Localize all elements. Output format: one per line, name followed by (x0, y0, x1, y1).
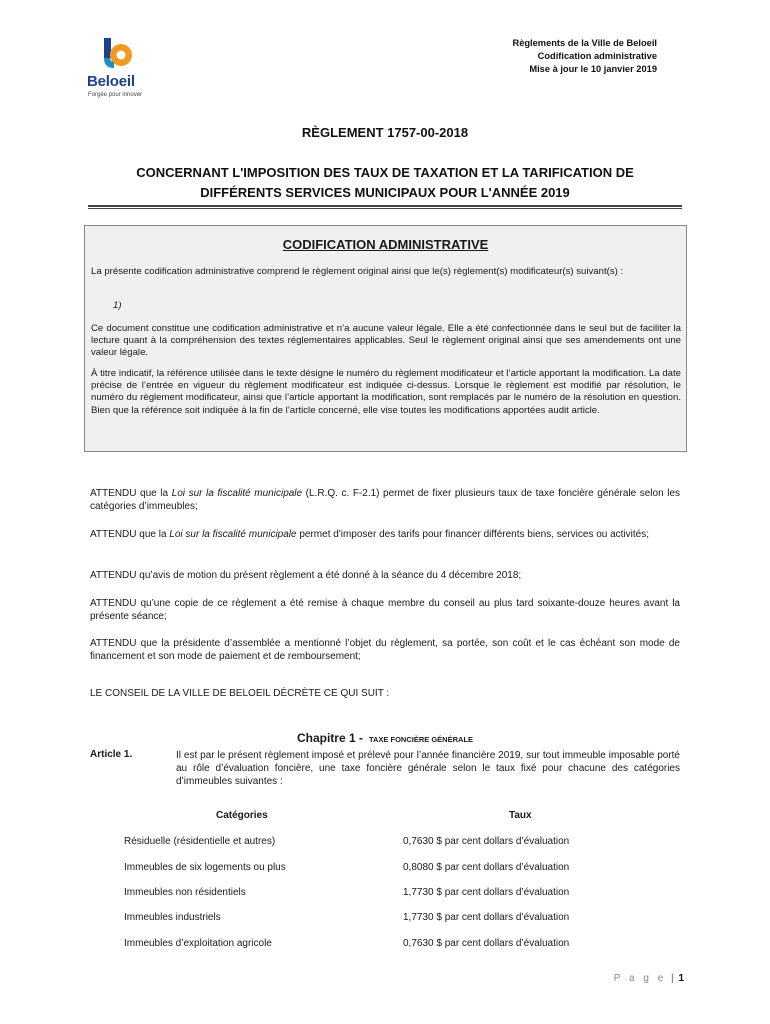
attendu-1-law: Loi sur la fiscalité municipale (171, 488, 303, 499)
reglement-title-line-2: DIFFÉRENTS SERVICES MUNICIPAUX POUR L'ANNÉE 2019 (200, 185, 570, 200)
article-label: Article 1. (90, 749, 133, 760)
codification-reference-note: À titre indicatif, la référence utilisée dans le texte désigne le numéro du règlement modificateur et l’article apportant la modification. La date précise de l’entrée en vigueur du règlement modificateur est indiquée ci-dessus. Lorsque le règlement est modifié par résolution, le numéro du règlement modificateur, ainsi que l’article apportant la modification, sont remplacés par le numéro de la résolution en question. Bien que la référence soit indiquée à la fin de l’article concerné, elle vise toutes les modifications apportées audit article. (91, 368, 681, 416)
table-cell-category: Résiduelle (résidentielle et autres) (124, 836, 276, 847)
table-cell-rate: 1,7730 $ par cent dollars d’évaluation (403, 912, 570, 923)
chapter-label: Chapitre 1 - (296, 731, 363, 745)
attendu-2-law: Loi sur la fiscalité municipale (169, 529, 297, 540)
attendu-2 (90, 528, 680, 541)
table-cell-rate: 0,7630 $ par cent dollars d’évaluation (403, 938, 570, 949)
codification-box (84, 225, 687, 452)
decrete-statement: LE CONSEIL DE LA VILLE DE BELOEIL DÉCRÈTE CE QUI SUIT : (90, 688, 390, 699)
codification-disclaimer: Ce document constitue une codification administrative et n’a aucune valeur légale. Elle a été confectionnée dans le seul but de faciliter la lecture quant à la compréhension des textes réglementaires applicables. Seul le règlement original ainsi que ses amendements ont une valeur légale. (91, 323, 681, 359)
page-footer (614, 973, 684, 984)
reglement-title (0, 163, 770, 203)
attendu-1 (90, 487, 680, 513)
table-cell-rate: 0,8080 $ par cent dollars d’évaluation (403, 862, 570, 873)
codification-item-1: 1) (113, 300, 122, 311)
logo-tagline: Forgée pour innover (88, 92, 143, 98)
beloeil-logo (86, 38, 166, 108)
chapter-title: TAXE FONCIÈRE GÉNÉRALE (368, 735, 474, 744)
attendu-2-prefix: ATTENDU que la (90, 529, 170, 540)
reglement-number: RÈGLEMENT 1757-00-2018 (301, 125, 469, 140)
table-cell-rate: 0,7630 $ par cent dollars d’évaluation (403, 836, 570, 847)
header-line-1: Règlements de la Ville de Beloeil (512, 38, 657, 48)
attendu-4: ATTENDU qu’une copie de ce règlement a été remise à chaque membre du conseil au plus tard soixante-douze heures avant la présente séance; (90, 598, 680, 622)
document-header (512, 37, 657, 76)
attendu-2-suffix: permet d'imposer des tarifs pour financer différents biens, services ou activités; (296, 529, 650, 540)
page-separator: | (671, 973, 674, 984)
table-header-taux: Taux (509, 810, 532, 821)
attendu-5: ATTENDU que la présidente d’assemblée a mentionné l’objet du règlement, sa portée, son coût et le cas échéant son mode de financement et son mode de paiement et de remboursement; (90, 638, 680, 662)
reglement-title-line-1: CONCERNANT L'IMPOSITION DES TAUX DE TAXATION ET LA TARIFICATION DE (136, 165, 634, 180)
page-number: 1 (678, 973, 684, 984)
header-line-3: Mise à jour le 10 janvier 2019 (529, 64, 657, 74)
attendu-1-prefix: ATTENDU que la (90, 488, 172, 499)
header-line-2: Codification administrative (537, 51, 657, 61)
table-cell-category: Immeubles d’exploitation agricole (124, 938, 272, 949)
page-word: P a g e (613, 973, 667, 984)
chapter-heading (0, 729, 770, 747)
table-cell-category: Immeubles de six logements ou plus (124, 862, 286, 873)
codification-title: CODIFICATION ADMINISTRATIVE (282, 237, 489, 252)
beloeil-logo-icon (100, 38, 140, 72)
table-cell-category: Immeubles non résidentiels (124, 887, 246, 898)
codification-intro: La présente codification administrative comprend le règlement original ainsi que le(s) règlement(s) modificateur(s) suivant(s) : (91, 266, 624, 277)
attendu-3: ATTENDU qu’avis de motion du présent règlement a été donné à la séance du 4 décembre 2018; (90, 570, 522, 581)
article-text: Il est par le présent règlement imposé et prélevé pour l’année financière 2019, sur tout immeuble imposable porté au rôle d’évaluation foncière, une taxe foncière générale selon le taux fixé pour chacune des catégories d’immeubles suivantes : (176, 750, 680, 787)
table-header-categories: Catégories (216, 810, 268, 821)
table-cell-rate: 1,7730 $ par cent dollars d’évaluation (403, 887, 570, 898)
title-rule-bottom (88, 208, 682, 209)
table-cell-category: Immeubles industriels (124, 912, 221, 923)
title-rule-top (88, 205, 682, 207)
logo-name: Beloeil (87, 73, 135, 90)
attendu-1-suffix: (L.R.Q. c. F-2.1) permet de fixer plusieurs taux de taxe foncière générale selon les catégories d’immeubles; (90, 488, 681, 512)
